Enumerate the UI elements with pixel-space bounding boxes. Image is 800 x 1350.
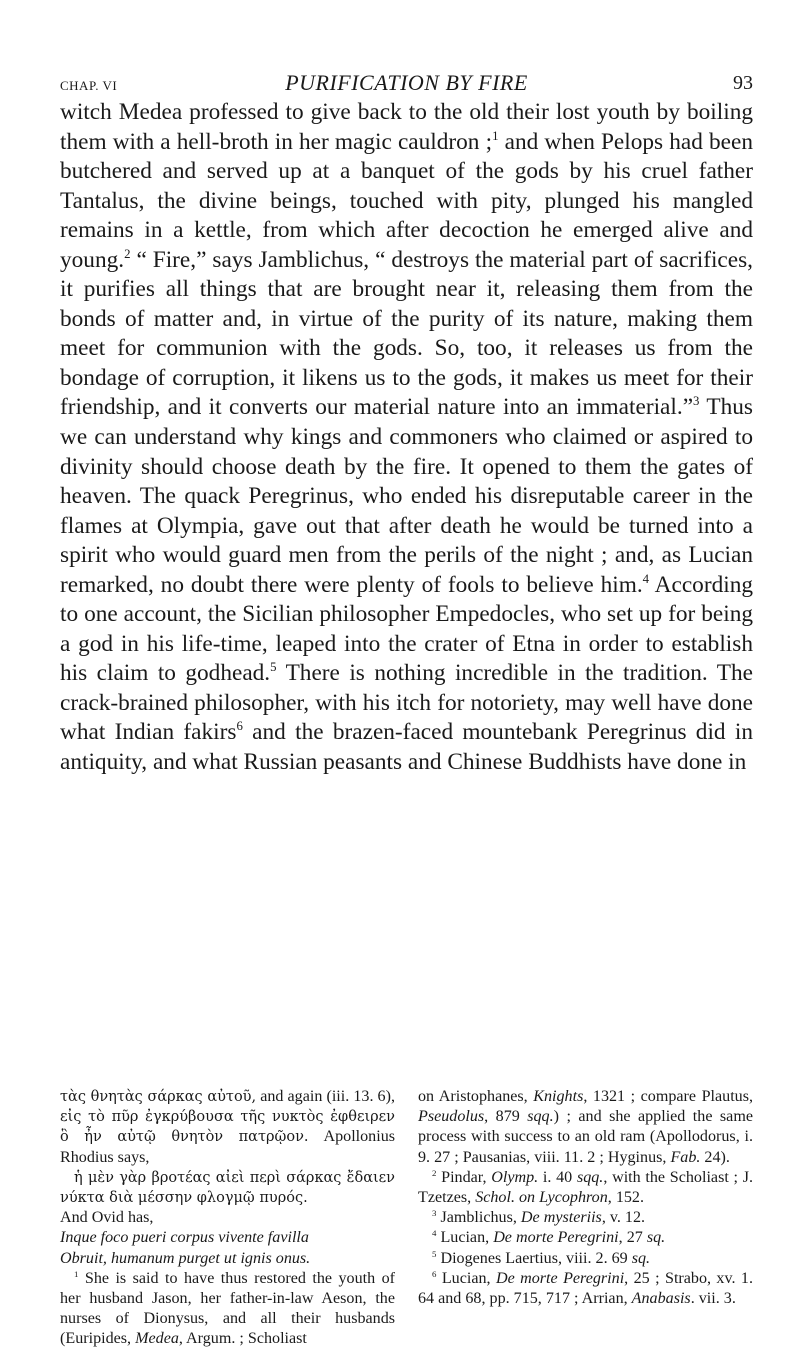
footnote-ref: 4 xyxy=(642,571,650,586)
footnote-2 xyxy=(418,1168,753,1208)
greek-text: εἰς τὸ πῦρ ἐγκρύβουσα τῆς νυκτὸς ἐφθειρεν ὃ ἦν αὐτῷ θνητὸν πατρῷον. xyxy=(60,1109,395,1146)
footnote-ref: 5 xyxy=(270,660,277,675)
text-run: According to one account, the Sicilian philosopher Empedocles, who set up for being a god in his life-time, leaped into the crater of Etna in order to establish his claim to godhead. xyxy=(60,571,754,687)
text-run: 24). xyxy=(700,1148,730,1166)
abbrev: sqq. xyxy=(527,1108,554,1126)
text-run: on Aristophanes, xyxy=(418,1088,534,1105)
greek-text: ἡ μὲν γὰρ βροτέας αἰεὶ περὶ σάρκας ἔδαιεν νύκτα διὰ μέσσην φλογμῷ πυρός. xyxy=(60,1169,395,1207)
text-run: , with the Scholiast ; J. Tzetzes, xyxy=(418,1168,753,1207)
verse-line: Obruit, humanum purget ut ignis onus. xyxy=(60,1249,311,1267)
text-run: , 25 ; Strabo, xv. 1. 64 and 68, pp. 715, 717 ; Arrian, xyxy=(418,1269,753,1308)
work-title: De morte Peregrini xyxy=(495,1269,625,1287)
text-run: . vii. 3. xyxy=(690,1290,736,1308)
text-run: Lucian, xyxy=(436,1269,496,1287)
text-run: , Argum. ; Scholiast xyxy=(178,1330,307,1348)
footnote-5 xyxy=(418,1249,753,1269)
main-text xyxy=(60,98,753,778)
work-title: Olymp. xyxy=(491,1168,539,1186)
text-run: “ Fire,” says Jamblichus, “ destroys the material part of sacrifices, it purifies all things that are brought near it, releasing them from the bonds of matter and, in virtue of the purity of its nature, making them meet for communion with the gods. So, too, it releases us from the bondage of corruption, it likens us to the gods, it makes us meet for their friendship, and it converts our material nature into an immaterial.” xyxy=(60,246,753,421)
footnote-3 xyxy=(418,1208,753,1228)
work-title: Knights xyxy=(533,1088,584,1105)
work-title: Fab. xyxy=(670,1148,701,1166)
text-run: , 152. xyxy=(607,1189,644,1207)
text-run: Diogenes Laertius, viii. 2. 69 xyxy=(436,1249,632,1267)
footnotes-left-column xyxy=(60,1087,395,1350)
text-run: , 27 xyxy=(618,1229,647,1247)
footnote-number: 6 xyxy=(432,1268,437,1279)
greek-quotation xyxy=(60,1168,395,1208)
footnote-number: 3 xyxy=(432,1208,437,1219)
work-title: Anabasis xyxy=(631,1290,691,1308)
footnote-number: 5 xyxy=(432,1248,437,1259)
abbrev: sq. xyxy=(631,1249,651,1267)
work-title: Medea xyxy=(135,1330,179,1348)
footnote-number: 4 xyxy=(432,1228,437,1239)
text-run: , 1321 ; compare Plautus, xyxy=(583,1088,754,1105)
paragraph xyxy=(60,98,753,778)
footnote-ref: 2 xyxy=(124,246,131,261)
text-run: Pindar, xyxy=(436,1168,492,1186)
text-run: , v. 12. xyxy=(601,1209,646,1227)
abbrev: sq. xyxy=(646,1229,666,1247)
work-title: Pseudolus xyxy=(418,1108,485,1126)
footnote-4 xyxy=(418,1228,753,1248)
verse-line: Inque foco pueri corpus vivente favilla xyxy=(60,1229,309,1247)
footnote-continuation xyxy=(60,1087,395,1168)
abbrev: sqq. xyxy=(576,1168,604,1186)
text-run: Jamblichus, xyxy=(436,1209,521,1227)
footnote-ref: 3 xyxy=(693,394,700,409)
greek-text: τὰς θνητὰς σάρκας αὐτοῦ, xyxy=(60,1089,257,1105)
page-number: 93 xyxy=(733,72,753,94)
footnote-continuation xyxy=(418,1087,753,1168)
footnotes-right-column xyxy=(418,1087,753,1309)
text-run: Thus we can understand why kings and commoners who claimed or aspired to divinity should choose death by the fire. It opened to them the gates of heaven. The quack Peregrinus, who ended his disreputable career in the flames at Olympia, gave out that after death he would be turned into a spirit who would guard men from the perils of the night ; and, as Lucian remarked, no doubt there were plenty of fools to believe him. xyxy=(60,394,753,598)
footnote-number: 2 xyxy=(432,1167,437,1178)
work-title: Schol. on Lycophron xyxy=(475,1189,608,1207)
text-run: She is said to have thus restored the youth of her husband Jason, her father-in-law Aeson, the nurses of Dionysus, and all their husbands (Euripides, xyxy=(60,1269,395,1348)
text-run: Apollonius Rhodius says, xyxy=(60,1128,396,1166)
footnote-number: 1 xyxy=(74,1268,79,1279)
text-run: and when Pelops had been butchered and served up at a banquet of the gods by his cruel father Tantalus, the divine beings, touched with pity, plunged his mangled remains in a kettle, from which after decoction he emerged alive and young. xyxy=(60,128,753,273)
footnote-6 xyxy=(418,1269,753,1309)
work-title: De morte Peregrini xyxy=(493,1229,619,1247)
footnote-ref: 1 xyxy=(492,128,499,143)
text-run: Lucian, xyxy=(436,1229,494,1247)
text-run: and the brazen-faced mountebank Peregrinus did in antiquity, and what Russian peasants and Chinese Buddhists have done in xyxy=(60,719,753,776)
text-run: i. 40 xyxy=(538,1168,577,1186)
chapter-label: CHAP. VI xyxy=(60,78,118,93)
footnote-ref: 6 xyxy=(236,719,243,734)
work-title: De mysteriis xyxy=(520,1209,602,1227)
text-run: and again (iii. 13. 6), xyxy=(256,1088,395,1105)
text-run: , 879 xyxy=(484,1108,528,1126)
text-run: There is nothing incredible in the tradition. The crack-brained philosopher, with his itch for notoriety, may well have done what Indian fakirs xyxy=(60,660,753,746)
running-title: PURIFICATION BY FIRE xyxy=(285,70,528,95)
ovid-intro: And Ovid has, xyxy=(60,1209,154,1227)
text-run: ) ; and she applied the same process with success to an old ram (Apollodorus, i. 9. 27 ; Pausanias, viii. 11. 2 ; Hyginus, xyxy=(418,1108,753,1166)
text-run: witch Medea professed to give back to the old their lost youth by boiling them with a hell-broth in her magic cauldron ; xyxy=(60,99,753,155)
running-header xyxy=(60,70,753,100)
footnote-1 xyxy=(60,1269,395,1350)
